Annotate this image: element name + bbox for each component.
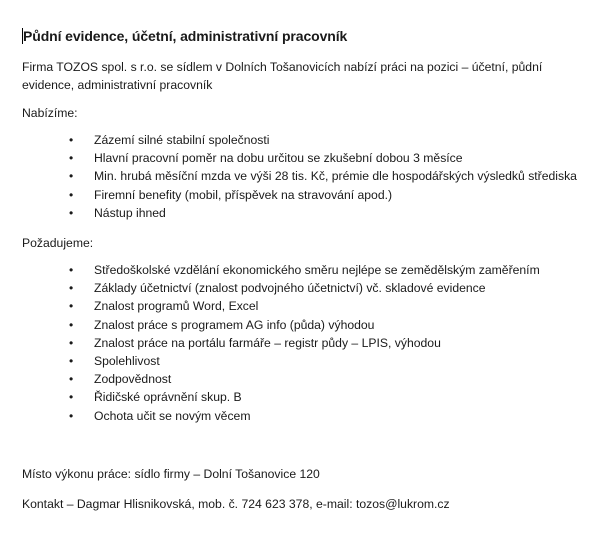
bullet-icon: • (69, 317, 74, 332)
list-item-text: Nástup ihned (94, 205, 166, 220)
list-item-text: Min. hrubá měsíční mzda ve výši 28 tis. Kč, prémie dle hospodářských výsledků střediska (94, 169, 577, 184)
bullet-icon: • (69, 372, 74, 387)
document-title-text: Půdní evidence, účetní, administrativní pracovník (23, 28, 348, 44)
bullet-icon: • (69, 263, 74, 277)
list-item-text: Řidičské oprávnění skup. B (94, 390, 242, 405)
list-item-text: Znalost práce na portálu farmáře – registr půdy – LPIS, výhodou (94, 335, 441, 350)
list-item-text: Hlavní pracovní poměr na dobu určitou se zkušební dobou 3 měsíce (94, 151, 463, 166)
list-item-text: Středoškolské vzdělání ekonomického směru nejlépe se zemědělským zaměřením (94, 263, 540, 277)
bullet-icon: • (69, 353, 74, 368)
document-title[interactable] (22, 27, 347, 45)
bullet-icon: • (69, 133, 74, 147)
workplace-paragraph: Místo výkonu práce: sídlo firmy – Dolní Tošanovice 120 (22, 467, 320, 481)
list-item-text: Spolehlivost (94, 353, 160, 368)
list-item-text: Zodpovědnost (94, 372, 172, 387)
list-item-text: Ochota učit se novým věcem (94, 408, 251, 423)
requirements-heading: Požadujeme: (22, 236, 94, 250)
bullet-icon: • (69, 205, 74, 220)
bullet-icon: • (69, 169, 74, 184)
list-item-text: Zázemí silné stabilní společnosti (94, 133, 270, 147)
bullet-icon: • (69, 299, 74, 314)
bullet-icon: • (69, 151, 74, 166)
contact-paragraph: Kontakt – Dagmar Hlisnikovská, mob. č. 724 623 378, e-mail: tozos@lukrom.cz (22, 497, 450, 511)
bullet-icon: • (69, 281, 74, 296)
list-item-text: Znalost programů Word, Excel (94, 299, 259, 314)
list-item-text: Firemní benefity (mobil, příspěvek na stravování apod.) (94, 187, 393, 202)
bullet-icon: • (69, 390, 74, 405)
list-item-text: Základy účetnictví (znalost podvojného účetnictví) vč. skladové evidence (94, 281, 486, 296)
bullet-icon: • (69, 408, 74, 423)
list-item-text: Znalost práce s programem AG info (půda) výhodou (94, 317, 375, 332)
bullet-icon: • (69, 335, 74, 350)
offers-heading: Nabízíme: (22, 106, 78, 120)
intro-paragraph: Firma TOZOS spol. s r.o. se sídlem v Dolních Tošanovicích nabízí práci na pozici – účetní, půdní evidence, administrativní pracovník (22, 60, 543, 92)
bullet-icon: • (69, 187, 74, 202)
